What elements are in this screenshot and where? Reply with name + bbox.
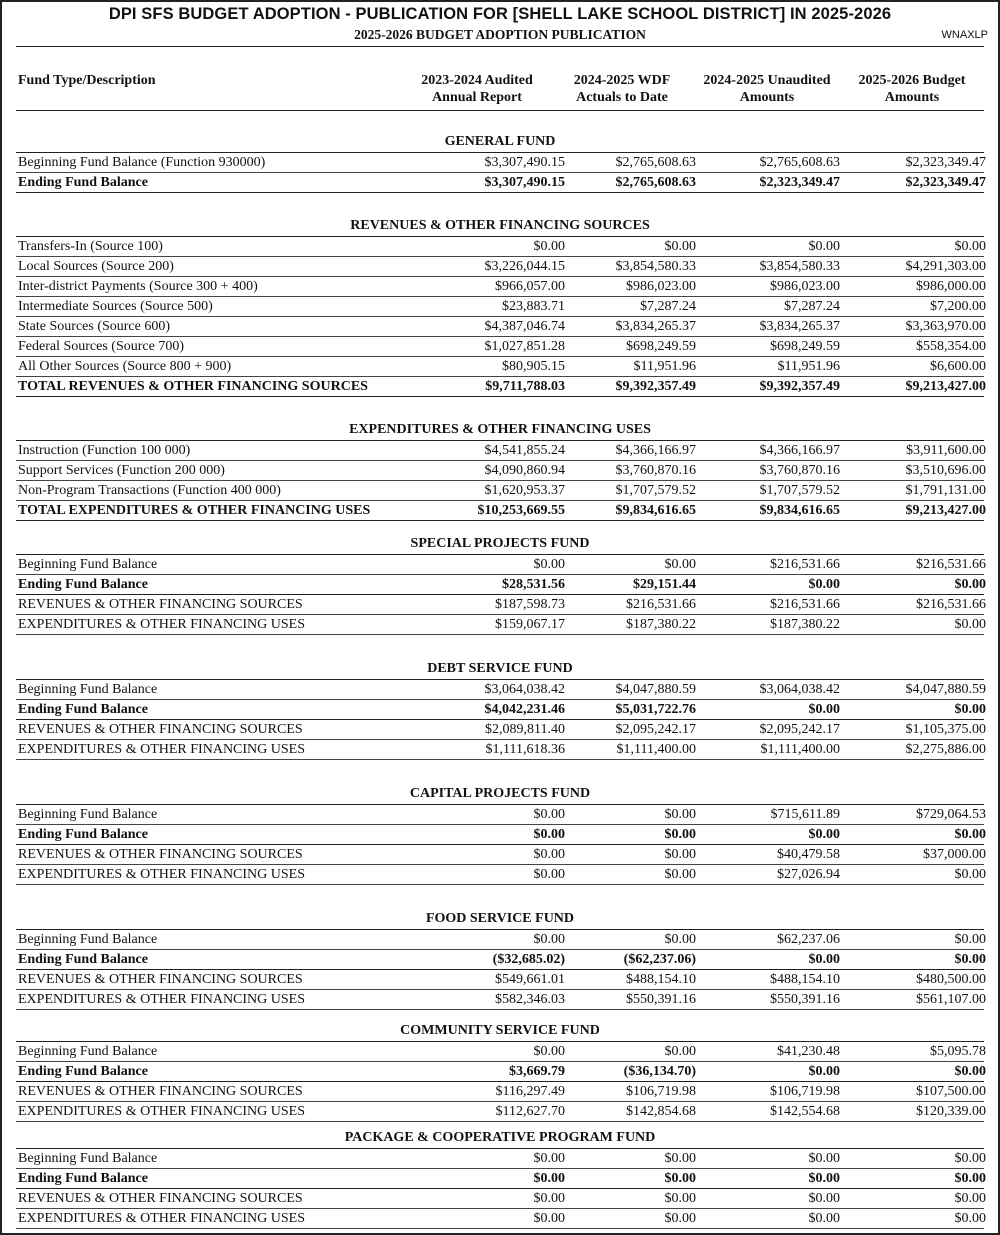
table-row: [16, 825, 984, 845]
row-label: Inter-district Payments (Source 300 + 400): [18, 279, 258, 294]
table-row: [16, 1189, 984, 1209]
amount-cell: $558,354.00: [916, 339, 986, 354]
document-subtitle: 2025-2026 BUDGET ADOPTION PUBLICATION: [354, 27, 646, 42]
section-title: DEBT SERVICE FUND: [16, 659, 984, 680]
amount-cell: $986,000.00: [916, 279, 986, 294]
amount-cell: $0.00: [664, 807, 696, 822]
row-label: State Sources (Source 600): [18, 319, 171, 334]
section-community-service-fund: [16, 1021, 984, 1122]
amount-cell: $62,237.06: [777, 932, 840, 947]
amount-cell: $0.00: [664, 1044, 696, 1059]
table-row: [16, 595, 984, 615]
amount-cell: $112,627.70: [495, 1104, 565, 1119]
column-header-line: 2024-2025 WDF: [573, 73, 671, 88]
table-row: [16, 805, 984, 825]
column-header-line: 2025-2026 Budget: [858, 73, 966, 88]
table-row: [16, 1062, 984, 1082]
row-label: Ending Fund Balance: [18, 1064, 148, 1079]
section-food-service-fund: [16, 909, 984, 1010]
amount-cell: $80,905.15: [502, 359, 565, 374]
table-row: [16, 1169, 984, 1189]
section-title: PACKAGE & COOPERATIVE PROGRAM FUND: [16, 1128, 984, 1149]
section-capital-projects-fund: [16, 784, 984, 885]
amount-cell: $3,226,044.15: [484, 259, 565, 274]
amount-cell: $0.00: [533, 807, 565, 822]
row-label: EXPENDITURES & OTHER FINANCING USES: [18, 1211, 306, 1226]
row-label: REVENUES & OTHER FINANCING SOURCES: [18, 847, 303, 862]
row-label: Ending Fund Balance: [18, 827, 148, 842]
row-label: TOTAL REVENUES & OTHER FINANCING SOURCES: [18, 379, 368, 394]
table-row: [16, 173, 984, 193]
table-row: [16, 377, 984, 397]
section-title: FOOD SERVICE FUND: [16, 909, 984, 930]
amount-cell: $9,213,427.00: [905, 503, 986, 518]
amount-cell: $28,531.56: [502, 577, 565, 592]
row-label: Beginning Fund Balance: [18, 1151, 158, 1166]
amount-cell: $0.00: [954, 1191, 986, 1206]
amount-cell: $0.00: [664, 557, 696, 572]
amount-cell: $2,095,242.17: [759, 722, 840, 737]
amount-cell: $2,323,349.47: [905, 175, 986, 190]
table-row: [16, 297, 984, 317]
amount-cell: $142,554.68: [770, 1104, 840, 1119]
column-header-2024-2025-unaudited: [692, 72, 842, 106]
amount-cell: $4,047,880.59: [615, 682, 696, 697]
amount-cell: $0.00: [533, 1211, 565, 1226]
column-header-line: Actuals to Date: [576, 90, 668, 105]
row-label: REVENUES & OTHER FINANCING SOURCES: [18, 1191, 303, 1206]
amount-cell: $561,107.00: [916, 992, 986, 1007]
amount-cell: $2,095,242.17: [615, 722, 696, 737]
amount-cell: $0.00: [664, 1211, 696, 1226]
row-label: REVENUES & OTHER FINANCING SOURCES: [18, 1084, 303, 1099]
amount-cell: $0.00: [533, 239, 565, 254]
amount-cell: $2,765,608.63: [759, 155, 840, 170]
column-header-row: [16, 70, 984, 110]
column-header-line: Amounts: [884, 90, 940, 105]
section-package-and-cooperative-program-fund: [16, 1128, 984, 1229]
amount-cell: $187,380.22: [626, 617, 696, 632]
column-header-line: Amounts: [739, 90, 795, 105]
amount-cell: $29,151.44: [633, 577, 696, 592]
amount-cell: $0.00: [664, 1191, 696, 1206]
amount-cell: ($32,685.02): [492, 952, 565, 967]
table-row: [16, 441, 984, 461]
amount-cell: $41,230.48: [777, 1044, 840, 1059]
column-header-2023-2024: [402, 72, 552, 106]
table-row: [16, 930, 984, 950]
amount-cell: $4,366,166.97: [759, 443, 840, 458]
row-label: REVENUES & OTHER FINANCING SOURCES: [18, 597, 303, 612]
amount-cell: $10,253,669.55: [477, 503, 565, 518]
amount-cell: ($36,134.70): [623, 1064, 696, 1079]
amount-cell: $0.00: [954, 577, 986, 592]
column-header-fund-type: Fund Type/Description: [18, 73, 156, 88]
amount-cell: $4,291,303.00: [905, 259, 986, 274]
amount-cell: $2,765,608.63: [615, 155, 696, 170]
amount-cell: $159,067.17: [495, 617, 565, 632]
amount-cell: $0.00: [808, 577, 840, 592]
row-label: TOTAL EXPENDITURES & OTHER FINANCING USES: [18, 503, 371, 518]
table-row: [16, 970, 984, 990]
table-row: [16, 700, 984, 720]
amount-cell: $216,531.66: [770, 597, 840, 612]
table-row: [16, 615, 984, 635]
amount-cell: $0.00: [808, 952, 840, 967]
row-label: Ending Fund Balance: [18, 1171, 148, 1186]
amount-cell: $0.00: [533, 1191, 565, 1206]
amount-cell: $11,951.96: [777, 359, 840, 374]
row-label: Beginning Fund Balance: [18, 807, 158, 822]
amount-cell: $216,531.66: [916, 597, 986, 612]
section-title: COMMUNITY SERVICE FUND: [16, 1021, 984, 1042]
table-row: [16, 865, 984, 885]
table-row: [16, 461, 984, 481]
amount-cell: $2,323,349.47: [905, 155, 986, 170]
row-label: Ending Fund Balance: [18, 702, 148, 717]
amount-cell: $3,064,038.42: [484, 682, 565, 697]
amount-cell: $0.00: [954, 867, 986, 882]
amount-cell: $3,064,038.42: [759, 682, 840, 697]
amount-cell: $7,200.00: [930, 299, 986, 314]
amount-cell: $7,287.24: [640, 299, 696, 314]
amount-cell: $4,541,855.24: [484, 443, 565, 458]
table-row: [16, 950, 984, 970]
amount-cell: $0.00: [808, 239, 840, 254]
amount-cell: $0.00: [533, 1171, 565, 1186]
amount-cell: $1,111,618.36: [485, 742, 565, 757]
row-label: EXPENDITURES & OTHER FINANCING USES: [18, 617, 306, 632]
table-row: [16, 1149, 984, 1169]
amount-cell: $0.00: [954, 617, 986, 632]
amount-cell: $0.00: [954, 827, 986, 842]
row-label: Intermediate Sources (Source 500): [18, 299, 213, 314]
amount-cell: $0.00: [533, 827, 565, 842]
amount-cell: $0.00: [533, 557, 565, 572]
row-label: Beginning Fund Balance (Function 930000): [18, 155, 266, 170]
row-label: EXPENDITURES & OTHER FINANCING USES: [18, 742, 306, 757]
row-label: Non-Program Transactions (Function 400 000): [18, 483, 281, 498]
row-label: Ending Fund Balance: [18, 577, 148, 592]
amount-cell: $550,391.16: [626, 992, 696, 1007]
amount-cell: $11,951.96: [633, 359, 696, 374]
title-divider: [16, 46, 984, 47]
amount-cell: $0.00: [664, 932, 696, 947]
amount-cell: $0.00: [954, 1171, 986, 1186]
table-row: [16, 501, 984, 521]
row-label: Instruction (Function 100 000): [18, 443, 191, 458]
amount-cell: $0.00: [808, 702, 840, 717]
publication-code: WNAXLP: [941, 29, 988, 41]
table-row: [16, 357, 984, 377]
row-label: Ending Fund Balance: [18, 952, 148, 967]
amount-cell: $3,307,490.15: [484, 175, 565, 190]
amount-cell: $0.00: [954, 702, 986, 717]
section-debt-service-fund: [16, 659, 984, 760]
amount-cell: $1,707,579.52: [615, 483, 696, 498]
amount-cell: $698,249.59: [770, 339, 840, 354]
amount-cell: $216,531.66: [916, 557, 986, 572]
amount-cell: $187,380.22: [770, 617, 840, 632]
amount-cell: $3,760,870.16: [759, 463, 840, 478]
section-general-fund: [16, 132, 984, 193]
amount-cell: $582,346.03: [495, 992, 565, 1007]
amount-cell: $142,854.68: [626, 1104, 696, 1119]
amount-cell: $0.00: [533, 847, 565, 862]
table-row: [16, 845, 984, 865]
row-label: Ending Fund Balance: [18, 175, 148, 190]
section-revenues-and-other-financing-sources: [16, 216, 984, 397]
amount-cell: $550,391.16: [770, 992, 840, 1007]
amount-cell: $986,023.00: [770, 279, 840, 294]
amount-cell: $9,392,357.49: [615, 379, 696, 394]
amount-cell: $2,323,349.47: [759, 175, 840, 190]
amount-cell: $2,089,811.40: [485, 722, 565, 737]
table-row: [16, 720, 984, 740]
table-row: [16, 277, 984, 297]
document-title: DPI SFS BUDGET ADOPTION - PUBLICATION FOR [SHELL LAKE SCHOOL DISTRICT] IN 2025-2026: [108, 5, 892, 23]
amount-cell: $3,760,870.16: [615, 463, 696, 478]
amount-cell: $3,510,696.00: [905, 463, 986, 478]
amount-cell: $5,095.78: [930, 1044, 986, 1059]
table-row: [16, 1082, 984, 1102]
amount-cell: $3,363,970.00: [905, 319, 986, 334]
table-row: [16, 1042, 984, 1062]
amount-cell: $106,719.98: [626, 1084, 696, 1099]
column-header-line: 2023-2024 Audited: [421, 73, 533, 88]
amount-cell: $0.00: [954, 239, 986, 254]
section-expenditures-and-other-financing-uses: [16, 420, 984, 521]
amount-cell: $9,392,357.49: [759, 379, 840, 394]
amount-cell: $0.00: [808, 827, 840, 842]
row-label: All Other Sources (Source 800 + 900): [18, 359, 232, 374]
section-title: REVENUES & OTHER FINANCING SOURCES: [16, 216, 984, 237]
amount-cell: $1,111,400.00: [760, 742, 840, 757]
amount-cell: $3,854,580.33: [759, 259, 840, 274]
section-title: GENERAL FUND: [16, 132, 984, 153]
row-label: Beginning Fund Balance: [18, 682, 158, 697]
amount-cell: $116,297.49: [495, 1084, 565, 1099]
table-row: [16, 680, 984, 700]
amount-cell: $1,111,400.00: [616, 742, 696, 757]
amount-cell: $4,387,046.74: [484, 319, 565, 334]
column-header-2025-2026-budget: [842, 72, 982, 106]
amount-cell: $6,600.00: [930, 359, 986, 374]
table-row: [16, 990, 984, 1010]
section-title: CAPITAL PROJECTS FUND: [16, 784, 984, 805]
amount-cell: $0.00: [533, 932, 565, 947]
amount-cell: $4,042,231.46: [484, 702, 565, 717]
amount-cell: $0.00: [808, 1211, 840, 1226]
amount-cell: $4,047,880.59: [905, 682, 986, 697]
row-label: Federal Sources (Source 700): [18, 339, 185, 354]
amount-cell: $187,598.73: [495, 597, 565, 612]
column-header-line: 2024-2025 Unaudited: [703, 73, 831, 88]
row-label: Transfers-In (Source 100): [18, 239, 163, 254]
amount-cell: $0.00: [533, 867, 565, 882]
amount-cell: $1,791,131.00: [905, 483, 986, 498]
column-header-line: Annual Report: [432, 90, 522, 105]
amount-cell: $986,023.00: [626, 279, 696, 294]
table-row: [16, 153, 984, 173]
amount-cell: $0.00: [954, 1211, 986, 1226]
amount-cell: $0.00: [808, 1151, 840, 1166]
table-row: [16, 481, 984, 501]
amount-cell: $0.00: [664, 827, 696, 842]
amount-cell: $9,834,616.65: [615, 503, 696, 518]
amount-cell: $9,834,616.65: [759, 503, 840, 518]
amount-cell: $0.00: [664, 847, 696, 862]
amount-cell: ($62,237.06): [623, 952, 696, 967]
amount-cell: $216,531.66: [626, 597, 696, 612]
table-row: [16, 337, 984, 357]
amount-cell: $0.00: [808, 1064, 840, 1079]
table-row: [16, 257, 984, 277]
amount-cell: $0.00: [664, 1171, 696, 1186]
row-label: EXPENDITURES & OTHER FINANCING USES: [18, 992, 306, 1007]
amount-cell: $729,064.53: [916, 807, 986, 822]
amount-cell: $3,669.79: [509, 1064, 565, 1079]
amount-cell: $7,287.24: [784, 299, 840, 314]
amount-cell: $3,854,580.33: [615, 259, 696, 274]
amount-cell: $3,911,600.00: [906, 443, 986, 458]
table-row: [16, 555, 984, 575]
amount-cell: $2,275,886.00: [905, 742, 986, 757]
amount-cell: $23,883.71: [502, 299, 565, 314]
amount-cell: $216,531.66: [770, 557, 840, 572]
header-divider: [16, 110, 984, 111]
section-title: SPECIAL PROJECTS FUND: [16, 534, 984, 555]
amount-cell: $3,834,265.37: [759, 319, 840, 334]
amount-cell: $0.00: [954, 932, 986, 947]
table-row: [16, 1209, 984, 1229]
amount-cell: $0.00: [808, 1191, 840, 1206]
amount-cell: $4,366,166.97: [615, 443, 696, 458]
row-label: Support Services (Function 200 000): [18, 463, 225, 478]
amount-cell: $0.00: [664, 1151, 696, 1166]
amount-cell: $107,500.00: [916, 1084, 986, 1099]
row-label: Beginning Fund Balance: [18, 557, 158, 572]
amount-cell: $0.00: [954, 952, 986, 967]
amount-cell: $549,661.01: [495, 972, 565, 987]
row-label: Local Sources (Source 200): [18, 259, 174, 274]
amount-cell: $1,105,375.00: [905, 722, 986, 737]
amount-cell: $27,026.94: [777, 867, 840, 882]
amount-cell: $0.00: [533, 1044, 565, 1059]
amount-cell: $1,027,851.28: [484, 339, 565, 354]
amount-cell: $3,834,265.37: [615, 319, 696, 334]
amount-cell: $2,765,608.63: [615, 175, 696, 190]
amount-cell: $488,154.10: [626, 972, 696, 987]
amount-cell: $106,719.98: [770, 1084, 840, 1099]
table-row: [16, 317, 984, 337]
amount-cell: $0.00: [533, 1151, 565, 1166]
amount-cell: $0.00: [664, 867, 696, 882]
amount-cell: $0.00: [664, 239, 696, 254]
amount-cell: $5,031,722.76: [615, 702, 696, 717]
amount-cell: $40,479.58: [777, 847, 840, 862]
amount-cell: $0.00: [808, 1171, 840, 1186]
amount-cell: $715,611.89: [770, 807, 840, 822]
section-special-projects-fund: [16, 534, 984, 635]
amount-cell: $1,707,579.52: [759, 483, 840, 498]
row-label: Beginning Fund Balance: [18, 932, 158, 947]
amount-cell: $4,090,860.94: [484, 463, 565, 478]
amount-cell: $9,213,427.00: [905, 379, 986, 394]
table-row: [16, 1102, 984, 1122]
amount-cell: $0.00: [954, 1064, 986, 1079]
amount-cell: $488,154.10: [770, 972, 840, 987]
table-row: [16, 740, 984, 760]
row-label: Beginning Fund Balance: [18, 1044, 158, 1059]
row-label: EXPENDITURES & OTHER FINANCING USES: [18, 1104, 306, 1119]
amount-cell: $9,711,788.03: [485, 379, 565, 394]
table-row: [16, 575, 984, 595]
row-label: REVENUES & OTHER FINANCING SOURCES: [18, 722, 303, 737]
row-label: REVENUES & OTHER FINANCING SOURCES: [18, 972, 303, 987]
amount-cell: $966,057.00: [495, 279, 565, 294]
column-header-2024-2025-wdf: [552, 72, 692, 106]
amount-cell: $480,500.00: [916, 972, 986, 987]
row-label: EXPENDITURES & OTHER FINANCING USES: [18, 867, 306, 882]
amount-cell: $1,620,953.37: [484, 483, 565, 498]
amount-cell: $37,000.00: [923, 847, 986, 862]
amount-cell: $120,339.00: [916, 1104, 986, 1119]
table-row: [16, 237, 984, 257]
amount-cell: $698,249.59: [626, 339, 696, 354]
amount-cell: $3,307,490.15: [484, 155, 565, 170]
amount-cell: $0.00: [954, 1151, 986, 1166]
section-title: EXPENDITURES & OTHER FINANCING USES: [16, 420, 984, 441]
